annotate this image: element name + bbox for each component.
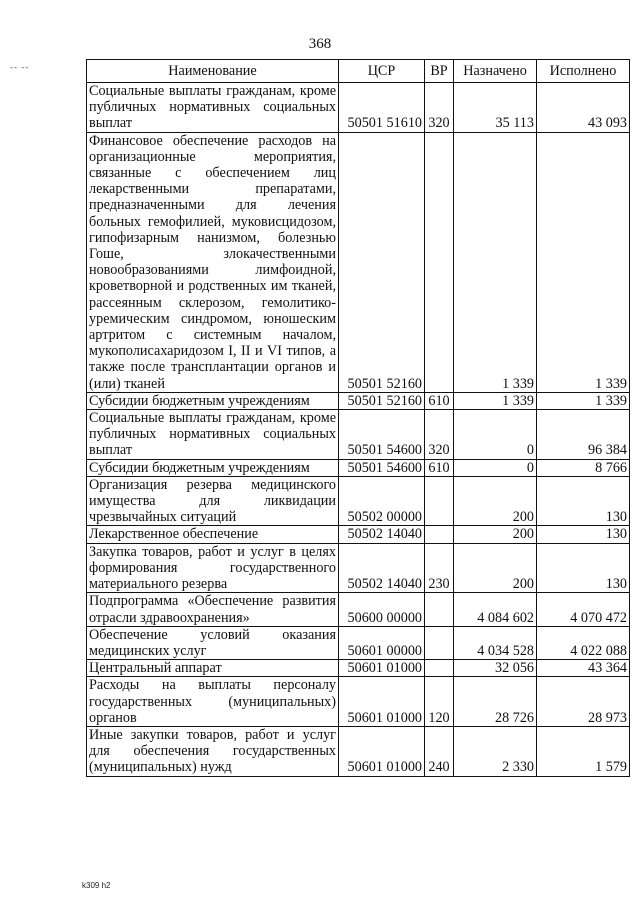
table-row [87, 726, 630, 776]
row-csr: 50600 00000 [339, 593, 425, 626]
table-row [87, 543, 630, 593]
row-name: Закупка товаров, работ и услуг в целях формирования государственного материального резерва [87, 543, 339, 593]
row-executed: 130 [537, 543, 630, 593]
row-vr [425, 132, 454, 392]
row-csr: 50501 51610 [339, 83, 425, 133]
row-name: Обеспечение условий оказания медицинских услуг [87, 626, 339, 659]
table-row [87, 459, 630, 476]
row-executed: 4 022 088 [537, 626, 630, 659]
header-csr: ЦСР [339, 60, 425, 83]
header-assigned: Назначено [454, 60, 537, 83]
row-name: Субсидии бюджетным учреждениям [87, 459, 339, 476]
table-row [87, 626, 630, 659]
row-csr: 50501 54600 [339, 459, 425, 476]
table-row [87, 677, 630, 727]
row-executed: 4 070 472 [537, 593, 630, 626]
table-header-row [87, 60, 630, 83]
row-assigned: 4 084 602 [454, 593, 537, 626]
row-assigned: 0 [454, 410, 537, 460]
row-assigned: 0 [454, 459, 537, 476]
table-row [87, 83, 630, 133]
row-name: Подпрограмма «Обеспечение развития отрасли здравоохранения» [87, 593, 339, 626]
row-executed: 1 339 [537, 392, 630, 409]
row-vr [425, 476, 454, 526]
table-row [87, 410, 630, 460]
row-assigned: 35 113 [454, 83, 537, 133]
row-vr [425, 593, 454, 626]
row-name: Социальные выплаты гражданам, кроме публичных нормативных социальных выплат [87, 410, 339, 460]
table-row [87, 476, 630, 526]
row-executed: 8 766 [537, 459, 630, 476]
budget-table [86, 59, 630, 777]
row-vr [425, 660, 454, 677]
footer-code: k309 h2 [82, 881, 111, 890]
row-vr [425, 526, 454, 543]
row-csr: 50601 01000 [339, 677, 425, 727]
margin-mark: -- -- [10, 62, 30, 72]
row-csr: 50501 52160 [339, 392, 425, 409]
row-vr: 320 [425, 83, 454, 133]
row-name: Субсидии бюджетным учреждениям [87, 392, 339, 409]
row-vr: 120 [425, 677, 454, 727]
row-executed: 96 384 [537, 410, 630, 460]
row-assigned: 4 034 528 [454, 626, 537, 659]
row-vr: 320 [425, 410, 454, 460]
row-csr: 50601 01000 [339, 660, 425, 677]
row-name: Организация резерва медицинского имущества для ликвидации чрезвычайных ситуаций [87, 476, 339, 526]
row-csr: 50501 54600 [339, 410, 425, 460]
row-executed: 130 [537, 526, 630, 543]
row-vr: 240 [425, 726, 454, 776]
row-csr: 50601 00000 [339, 626, 425, 659]
row-vr: 230 [425, 543, 454, 593]
row-name: Лекарственное обеспечение [87, 526, 339, 543]
header-executed: Исполнено [537, 60, 630, 83]
row-executed: 43 093 [537, 83, 630, 133]
row-vr: 610 [425, 459, 454, 476]
row-name: Иные закупки товаров, работ и услуг для обеспечения государственных (муниципальных) нужд [87, 726, 339, 776]
row-vr: 610 [425, 392, 454, 409]
row-csr: 50502 14040 [339, 526, 425, 543]
row-csr: 50601 01000 [339, 726, 425, 776]
table-row [87, 392, 630, 409]
header-name: Наименование [87, 60, 339, 83]
row-name: Социальные выплаты гражданам, кроме публичных нормативных социальных выплат [87, 83, 339, 133]
row-executed: 43 364 [537, 660, 630, 677]
row-name: Финансовое обеспечение расходов на организационные мероприятия, связанные с обеспечением лиц лекарственными препаратами, предназначенными для лечения больных гемофилией, муковисцидозом, гипофизарным нанизмом, болезнью Гоше, злокачественными новообразованиями лимфоидной, кроветворной и родственных им тканей, рассеянным склерозом, гемолитико-уремическим синдромом, юношеским артритом с системным началом, мукополисахаридозом I, II и VI типов, а также после трансплантации органов и (или) тканей [87, 132, 339, 392]
row-assigned: 200 [454, 526, 537, 543]
row-name: Центральный аппарат [87, 660, 339, 677]
row-assigned: 200 [454, 543, 537, 593]
row-assigned: 28 726 [454, 677, 537, 727]
row-assigned: 1 339 [454, 392, 537, 409]
row-csr: 50501 52160 [339, 132, 425, 392]
row-vr [425, 626, 454, 659]
row-executed: 130 [537, 476, 630, 526]
row-executed: 28 973 [537, 677, 630, 727]
table-row [87, 660, 630, 677]
row-csr: 50502 00000 [339, 476, 425, 526]
row-assigned: 200 [454, 476, 537, 526]
row-assigned: 2 330 [454, 726, 537, 776]
table-row [87, 593, 630, 626]
header-vr: ВР [425, 60, 454, 83]
table-row [87, 132, 630, 392]
row-executed: 1 579 [537, 726, 630, 776]
page-number: 368 [308, 36, 332, 52]
row-executed: 1 339 [537, 132, 630, 392]
table-row [87, 526, 630, 543]
row-csr: 50502 14040 [339, 543, 425, 593]
row-assigned: 1 339 [454, 132, 537, 392]
row-name: Расходы на выплаты персоналу государственных (муниципальных) органов [87, 677, 339, 727]
row-assigned: 32 056 [454, 660, 537, 677]
